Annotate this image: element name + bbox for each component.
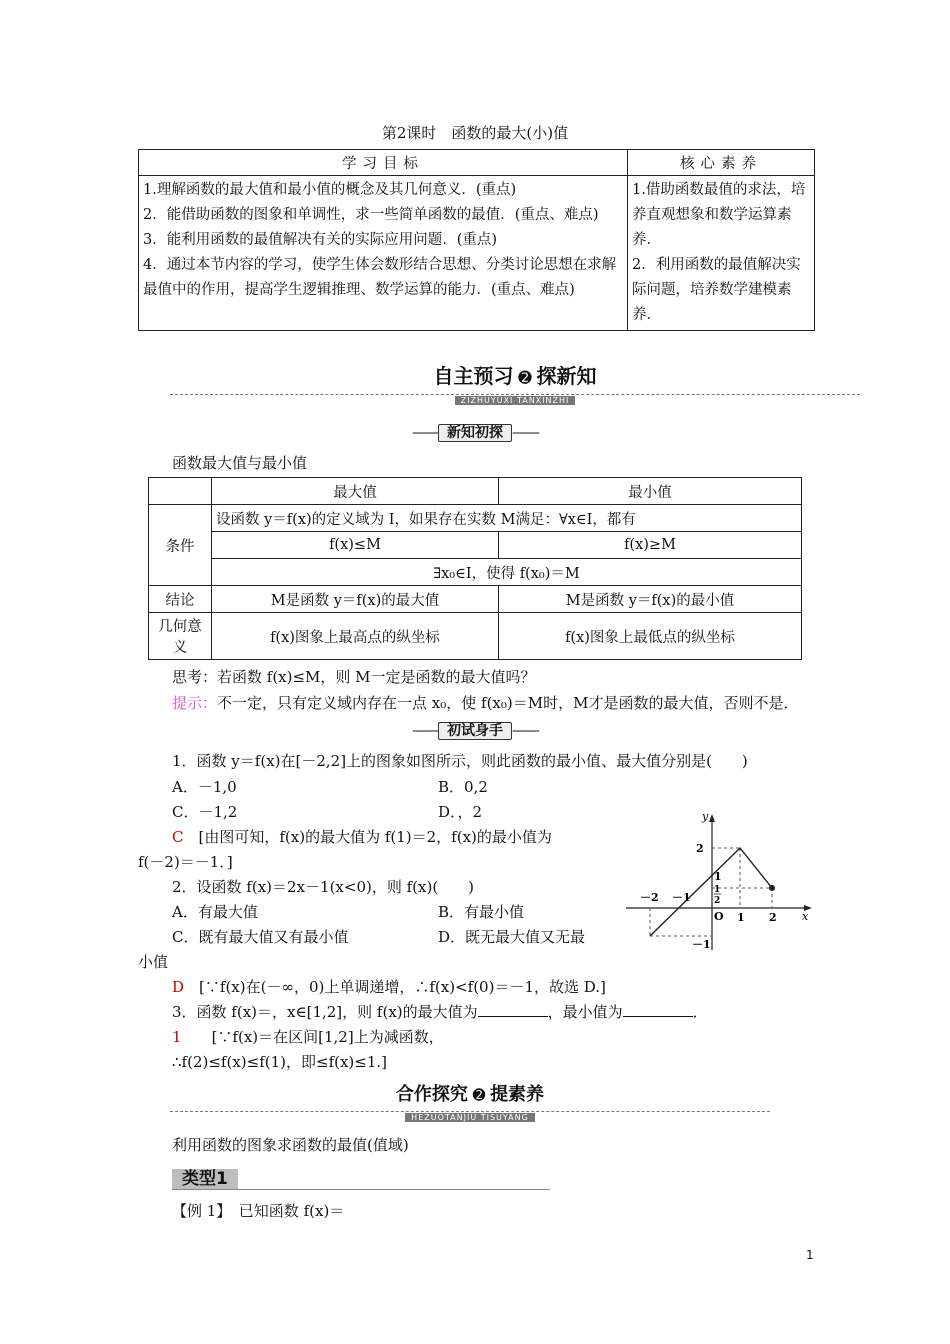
tick-y-2: 2 (696, 842, 704, 855)
type-bar (172, 1164, 550, 1190)
page-number: 1 (806, 1248, 814, 1262)
hint-text: 不一定，只有定义域内存在一点 x₀，使 f(x₀)＝M时，M才是函数的最大值，否则不是． (217, 694, 799, 712)
topic-heading: 利用函数的图象求函数的最值(值域) (172, 1136, 409, 1154)
q2-option-d-cont: 小值 (138, 953, 169, 971)
q1-explanation-cont: f(－2)＝－1．] (138, 853, 233, 871)
row-condition: 条件 (149, 505, 212, 586)
q1-option-a: A．－1,0 (172, 778, 237, 796)
condition-max: f(x)≤M (212, 532, 499, 559)
q3-blank-max (478, 1004, 548, 1017)
goals-table (138, 149, 815, 331)
tick-y-1: 1 (714, 870, 722, 883)
q3-explanation: [∵f(x)＝在区间[1,2]上为减函数， (211, 1028, 444, 1046)
origin-label: O (714, 910, 724, 923)
q2-option-d: D．既无最大值又无最 (438, 928, 586, 946)
condition-common: 设函数 y＝f(x)的定义域为 I，如果存在实数 M满足：∀x∈I，都有 (212, 505, 802, 532)
goal-item: 4．通过本节内容的学习，使学生体会数形结合思想、分类讨论思想在求解最值中的作用，提高学生逻辑推理、数学运算的能力．(重点、难点) (143, 257, 617, 298)
tick-y-half-num: 1 (714, 885, 721, 895)
definition-table (148, 477, 802, 660)
q2-option-a: A．有最大值 (172, 903, 258, 921)
row-conclusion: 结论 (149, 586, 212, 613)
q3-explanation-cont: ∴f(2)≤f(x)≤f(1)，即≤f(x)≤1.] (172, 1053, 388, 1071)
q3-stem: 3．函数 f(x)＝，x∈[1,2]，则 f(x)的最大值为 (172, 1003, 478, 1021)
q1-stem: 1．函数 y＝f(x)在[－2,2]上的图象如图所示，则此函数的最小值、最大值分别是( ) (172, 752, 748, 770)
condition-min: f(x)≥M (499, 532, 802, 559)
q3-stem-mid: ，最小值为 (547, 1003, 623, 1021)
hint-label: 提示： (172, 694, 218, 712)
banner-preview-sub: 探新知 (536, 364, 597, 388)
axis-y-label: y (702, 810, 709, 823)
literacy-item: 2．利用函数的最值解决实际问题，培养数学建模素养． (632, 257, 801, 323)
def-heading: 函数最大值与最小值 (172, 454, 308, 472)
q2-explanation: [∵f(x)在(－∞，0)上单调递增，∴f(x)<f(0)＝－1，故选 D.] (199, 978, 606, 996)
tick-y-neg1: －1 (692, 938, 711, 951)
banner-explore-main: 合作探究 (395, 1084, 468, 1105)
row-geometry: 几何意义 (149, 613, 212, 660)
arrow-icon: ➋ (518, 368, 532, 387)
banner-preview (170, 360, 860, 405)
tick-x-1: 1 (737, 911, 745, 924)
tick-x-neg1: －1 (672, 891, 691, 904)
literacy-header: 核心素养 (628, 150, 815, 176)
q3-blank-min (623, 1004, 693, 1017)
function-graph (622, 808, 818, 956)
q1-option-d: D．，2 (438, 803, 483, 821)
geometry-max: f(x)图象上最高点的纵坐标 (212, 613, 499, 660)
q2-option-b: B．有最小值 (438, 903, 525, 921)
section-xinzhi: 新知初探 (438, 424, 512, 442)
q1-option-c: C．－1,2 (172, 803, 238, 821)
tick-x-neg2: －2 (640, 891, 659, 904)
q1-answer: C (172, 828, 184, 846)
think-question: 思考：若函数 f(x)≤M，则 M一定是函数的最大值吗？ (172, 668, 536, 686)
goal-item: 3．能利用函数的最值解决有关的实际应用问题．(重点) (143, 232, 498, 248)
goals-header: 学习目标 (139, 150, 628, 176)
q1-option-b: B．0,2 (438, 778, 488, 796)
geometry-min: f(x)图象上最低点的纵坐标 (499, 613, 802, 660)
conclusion-max: M是函数 y＝f(x)的最大值 (212, 586, 499, 613)
literacy-item: 1.借助函数最值的求法，培养直观想象和数学运算素养． (632, 182, 806, 248)
example-1: 【例 1】 已知函数 f(x)＝ (172, 1202, 345, 1220)
q2-stem: 2．设函数 f(x)＝2x－1(x<0)，则 f(x)( ) (172, 878, 475, 896)
banner-explore-sub: 提素养 (490, 1084, 545, 1105)
banner-explore (170, 1080, 770, 1122)
arrow-icon: ➋ (472, 1086, 486, 1104)
goal-item: 1.理解函数的最大值和最小值的概念及其几何意义．(重点) (143, 182, 517, 198)
q3-answer: 1 (172, 1028, 182, 1046)
tick-x-2: 2 (769, 911, 777, 924)
q2-answer: D (172, 978, 185, 996)
goal-item: 2．能借助函数的图象和单调性，求一些简单函数的最值．(重点、难点) (143, 207, 599, 223)
q3-stem-end: ． (692, 1003, 708, 1021)
q1-explanation: [由图可知，f(x)的最大值为 f(1)＝2，f(x)的最小值为 (198, 828, 552, 846)
col-max: 最大值 (212, 478, 499, 505)
conclusion-min: M是函数 y＝f(x)的最小值 (499, 586, 802, 613)
lesson-title: 第2课时 函数的最大(小)值 (381, 124, 569, 142)
q2-option-c: C．既有最大值又有最小值 (172, 928, 349, 946)
banner-preview-main: 自主预习 (433, 364, 514, 388)
axis-x-label: x (802, 910, 809, 923)
col-min: 最小值 (499, 478, 802, 505)
banner-explore-pinyin: HEZUOTANJIU TISUYANG (405, 1113, 535, 1122)
banner-preview-pinyin: ZIZHUYUXI TANXINZHI (455, 396, 576, 405)
section-chushi: 初试身手 (438, 722, 512, 740)
condition-exist: ∃x₀∈I，使得 f(x₀)＝M (212, 559, 802, 586)
type-tab: 类型1 (172, 1169, 238, 1189)
tick-y-half-den: 2 (714, 896, 721, 906)
